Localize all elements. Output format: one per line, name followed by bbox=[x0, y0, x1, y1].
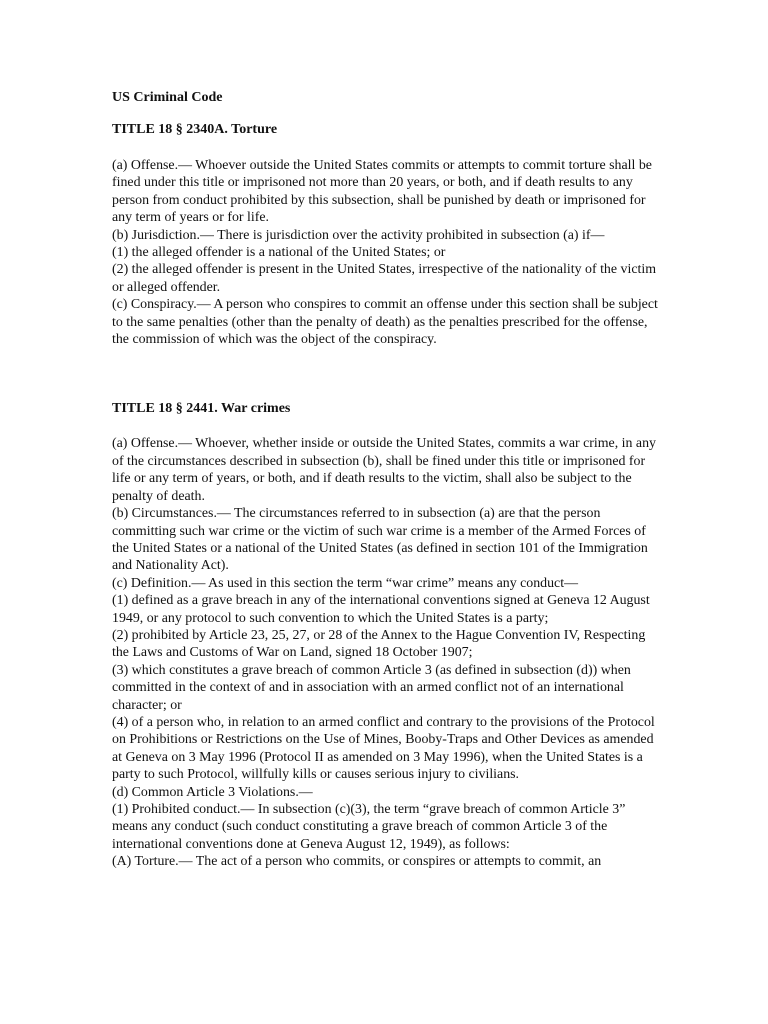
section-heading-2340a: TITLE 18 § 2340A. Torture bbox=[112, 122, 278, 137]
paragraph-common-article-3: (d) Common Article 3 Violations.— bbox=[112, 784, 313, 800]
section-body-2340a bbox=[112, 157, 660, 348]
paragraph-circumstances: (b) Circumstances.— The circumstances referred to in subsection (a) are that the person committing such war crime or the victim of such war crime is a member of the Armed Forces of the United States or a national of the United States (as defined in section 101 of the Immigration and Nationality Act). bbox=[112, 506, 648, 574]
paragraph-offense: (a) Offense.— Whoever outside the United States commits or attempts to commit torture shall be fined under this title or imprisoned not more than 20 years, or both, and if death results to any person from conduct prohibited by this subsection, shall be punished by death or imprisoned for any term of years or for life. bbox=[112, 158, 652, 226]
paragraph-definition-4: (4) of a person who, in relation to an armed conflict and contrary to the provisions of the Protocol on Prohibitions or Restrictions on the Use of Mines, Booby-Traps and Other Devices as amended at Geneva on 3 May 1996 (Protocol II as amended on 3 May 1996), when the United States is a party to such Protocol, willfully kills or causes serious injury to civilians. bbox=[112, 714, 655, 783]
section-body-2441 bbox=[112, 435, 660, 870]
paragraph-definition-1: (1) defined as a grave breach in any of the international conventions signed at Geneva 12 August 1949, or any protocol to such convention to which the United States is a party; bbox=[112, 593, 650, 626]
section-heading-2441: TITLE 18 § 2441. War crimes bbox=[112, 401, 291, 417]
section-gap bbox=[112, 348, 660, 399]
paragraph-prohibited-conduct: (1) Prohibited conduct.— In subsection (c)(3), the term “grave breach of common Article 3” means any conduct (such conduct constituting a grave breach of common Article 3 of the international conventions done at Geneva August 12, 1949), as follows: bbox=[112, 802, 626, 852]
paragraph-definition: (c) Definition.— As used in this section the term “war crime” means any conduct— bbox=[112, 575, 578, 591]
document-page bbox=[112, 88, 660, 871]
paragraph-jurisdiction: (b) Jurisdiction.— There is jurisdiction over the activity prohibited in subsection (a) if— bbox=[112, 227, 605, 243]
paragraph-jurisdiction-1: (1) the alleged offender is a national of the United States; or bbox=[112, 245, 446, 261]
document-title: US Criminal Code bbox=[112, 90, 223, 105]
paragraph-jurisdiction-2: (2) the alleged offender is present in the United States, irrespective of the nationality of the victim or alleged offender. bbox=[112, 262, 657, 295]
paragraph-offense: (a) Offense.— Whoever, whether inside or outside the United States, commits a war crime, in any of the circumstances described in subsection (b), shall be fined under this title or imprisoned for life or any term of years, or both, and if death results to the victim, shall also be subject to the penalty of death. bbox=[112, 436, 656, 504]
paragraph-conspiracy: (c) Conspiracy.— A person who conspires to commit an offense under this section shall be subject to the same penalties (other than the penalty of death) as the penalties prescribed for the offense, the commission of which was the object of the conspiracy. bbox=[112, 297, 658, 348]
paragraph-torture: (A) Torture.— The act of a person who commits, or conspires or attempts to commit, an bbox=[112, 854, 602, 870]
paragraph-definition-2: (2) prohibited by Article 23, 25, 27, or 28 of the Annex to the Hague Convention IV, Respecting the Laws and Customs of War on Land, signed 18 October 1907; bbox=[112, 627, 646, 661]
paragraph-definition-3: (3) which constitutes a grave breach of common Article 3 (as defined in subsection (d)) when committed in the context of and in association with an armed conflict not of an international character; or bbox=[112, 662, 631, 713]
